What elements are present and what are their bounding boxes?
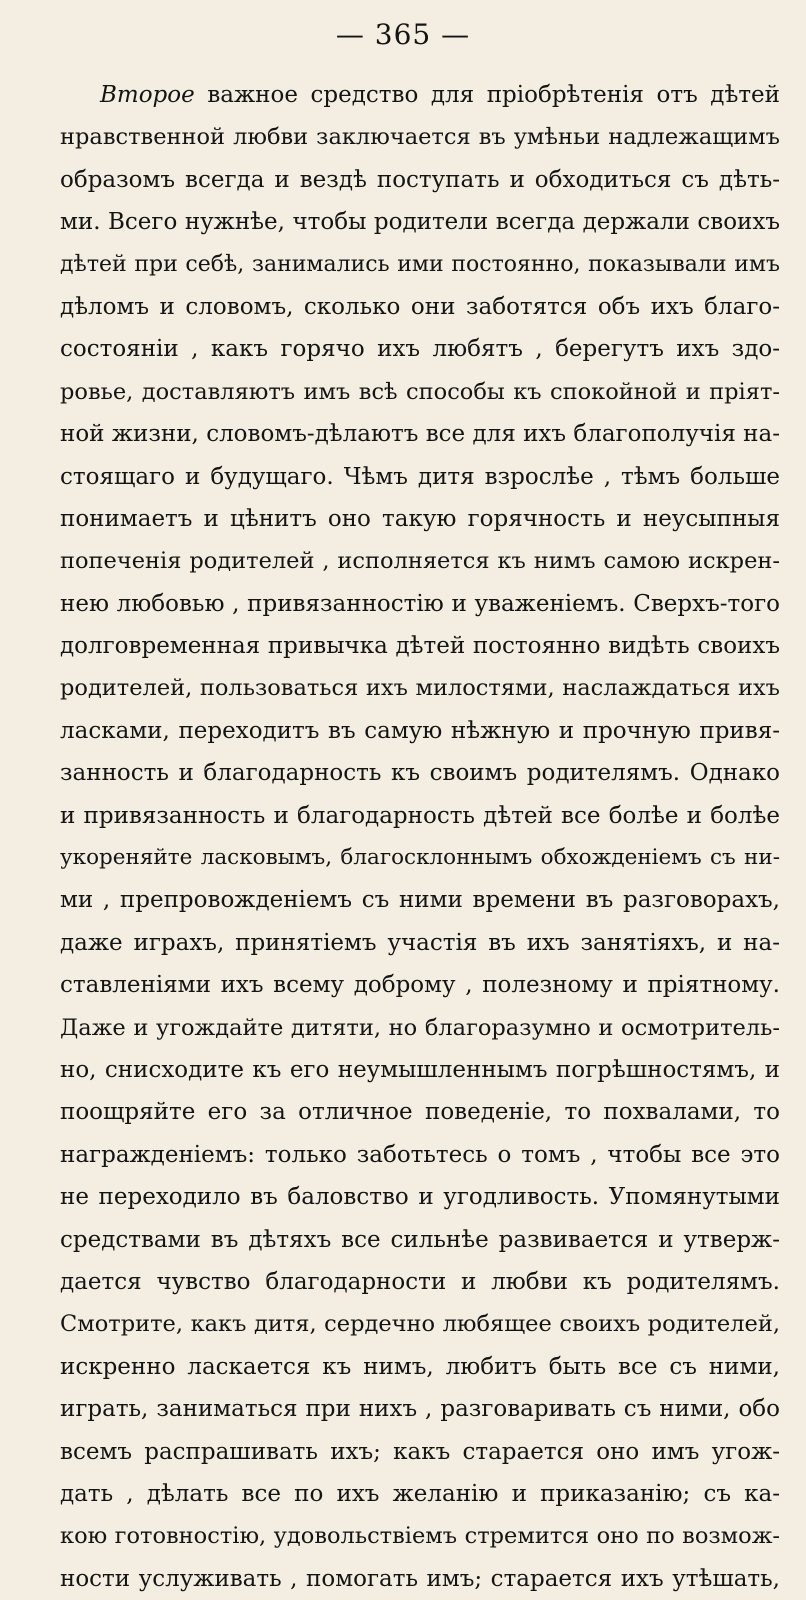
text-line: ми. Всего нужнѣе, чтобы родители всегда держали своихъ	[60, 209, 780, 236]
text-line: играть, заниматься при нихъ , разговаривать съ ними, обо	[60, 1396, 780, 1423]
text-line: поощряйте его за отличное поведеніе, то похвалами, то	[60, 1099, 780, 1126]
text-line: не переходило въ баловство и угодливость. Упомянутыми	[60, 1184, 780, 1211]
text-line: искренно ласкается къ нимъ, любитъ быть все съ ними,	[60, 1353, 780, 1380]
text-line	[60, 74, 780, 116]
text-line: попеченія родителей , исполняется къ нимъ самою искрен-	[60, 548, 780, 575]
text-line: образомъ всегда и вездѣ поступать и обходиться съ дѣть-	[60, 166, 780, 193]
text-line: занность и благодарность къ своимъ родителямъ. Однако	[60, 760, 780, 787]
text-line: но, снисходите къ его неумышленнымъ погрѣшностямъ, и	[60, 1056, 780, 1083]
text-line: нравственной любви заключается въ умѣньи надлежащимъ	[60, 124, 780, 151]
text-line: ной жизни, словомъ-дѣлаютъ все для ихъ благополучія на-	[60, 421, 780, 448]
text-line: Даже и угождайте дитяти, но благоразумно и осмотритель-	[60, 1014, 780, 1041]
text-line: нею любовью , привязанностію и уваженіемъ. Сверхъ-того	[60, 590, 780, 617]
line-text: важное средство для пріобрѣтенія отъ дѣтей	[207, 82, 780, 108]
text-line: и привязанность и благодарность дѣтей все болѣе и болѣе	[60, 802, 780, 829]
text-line: средствами въ дѣтяхъ все сильнѣе развивается и утверж-	[60, 1226, 780, 1253]
text-line: кою готовностію, удовольствіемъ стремится оно по возмож-	[60, 1523, 780, 1550]
text-line: дать , дѣлать все по ихъ желанію и приказанію; съ ка-	[60, 1480, 780, 1507]
text-line: понимаетъ и цѣнитъ оно такую горячность и неусыпныя	[60, 505, 780, 532]
text-line: ласками, переходитъ въ самую нѣжную и прочную привя-	[60, 717, 780, 744]
text-line: укореняйте ласковымъ, благосклоннымъ обхожденіемъ съ ни-	[60, 845, 780, 871]
text-line: дѣтей при себѣ, занимались ими постоянно, показывали имъ	[60, 251, 780, 277]
text-line: дѣломъ и словомъ, сколько они заботятся объ ихъ благо-	[60, 293, 780, 320]
text-line: ми , препровожденіемъ съ ними времени въ разговорахъ,	[60, 887, 780, 914]
text-line: ности услуживать , помогать имъ; старается ихъ утѣшать,	[60, 1565, 780, 1592]
text-line: Смотрите, какъ дитя, сердечно любящее своихъ родителей,	[60, 1311, 780, 1338]
text-line: стоящаго и будущаго. Чѣмъ дитя взрослѣе , тѣмъ больше	[60, 463, 780, 490]
text-line: дается чувство благодарности и любви къ родителямъ.	[60, 1268, 780, 1295]
text-line: ставленіями ихъ всему доброму , полезному и пріятному.	[60, 972, 780, 999]
text-line: долговременная привычка дѣтей постоянно видѣть своихъ	[60, 633, 780, 660]
body-text	[60, 74, 780, 1600]
text-line: состояніи , какъ горячо ихъ любятъ , берегутъ ихъ здо-	[60, 336, 780, 363]
text-line: даже играхъ, принятіемъ участія въ ихъ занятіяхъ, и на-	[60, 929, 780, 956]
text-line: всемъ распрашивать ихъ; какъ старается оно имъ угож-	[60, 1438, 780, 1465]
text-line: награжденіемъ: только заботьтесь о томъ , чтобы все это	[60, 1141, 780, 1168]
text-line: родителей, пользоваться ихъ милостями, наслаждаться ихъ	[60, 675, 780, 702]
text-line: ровье, доставляютъ имъ всѣ способы къ спокойной и пріят-	[60, 378, 780, 405]
page-number: — 365 —	[335, 18, 471, 51]
first-word: Второе	[100, 82, 195, 108]
